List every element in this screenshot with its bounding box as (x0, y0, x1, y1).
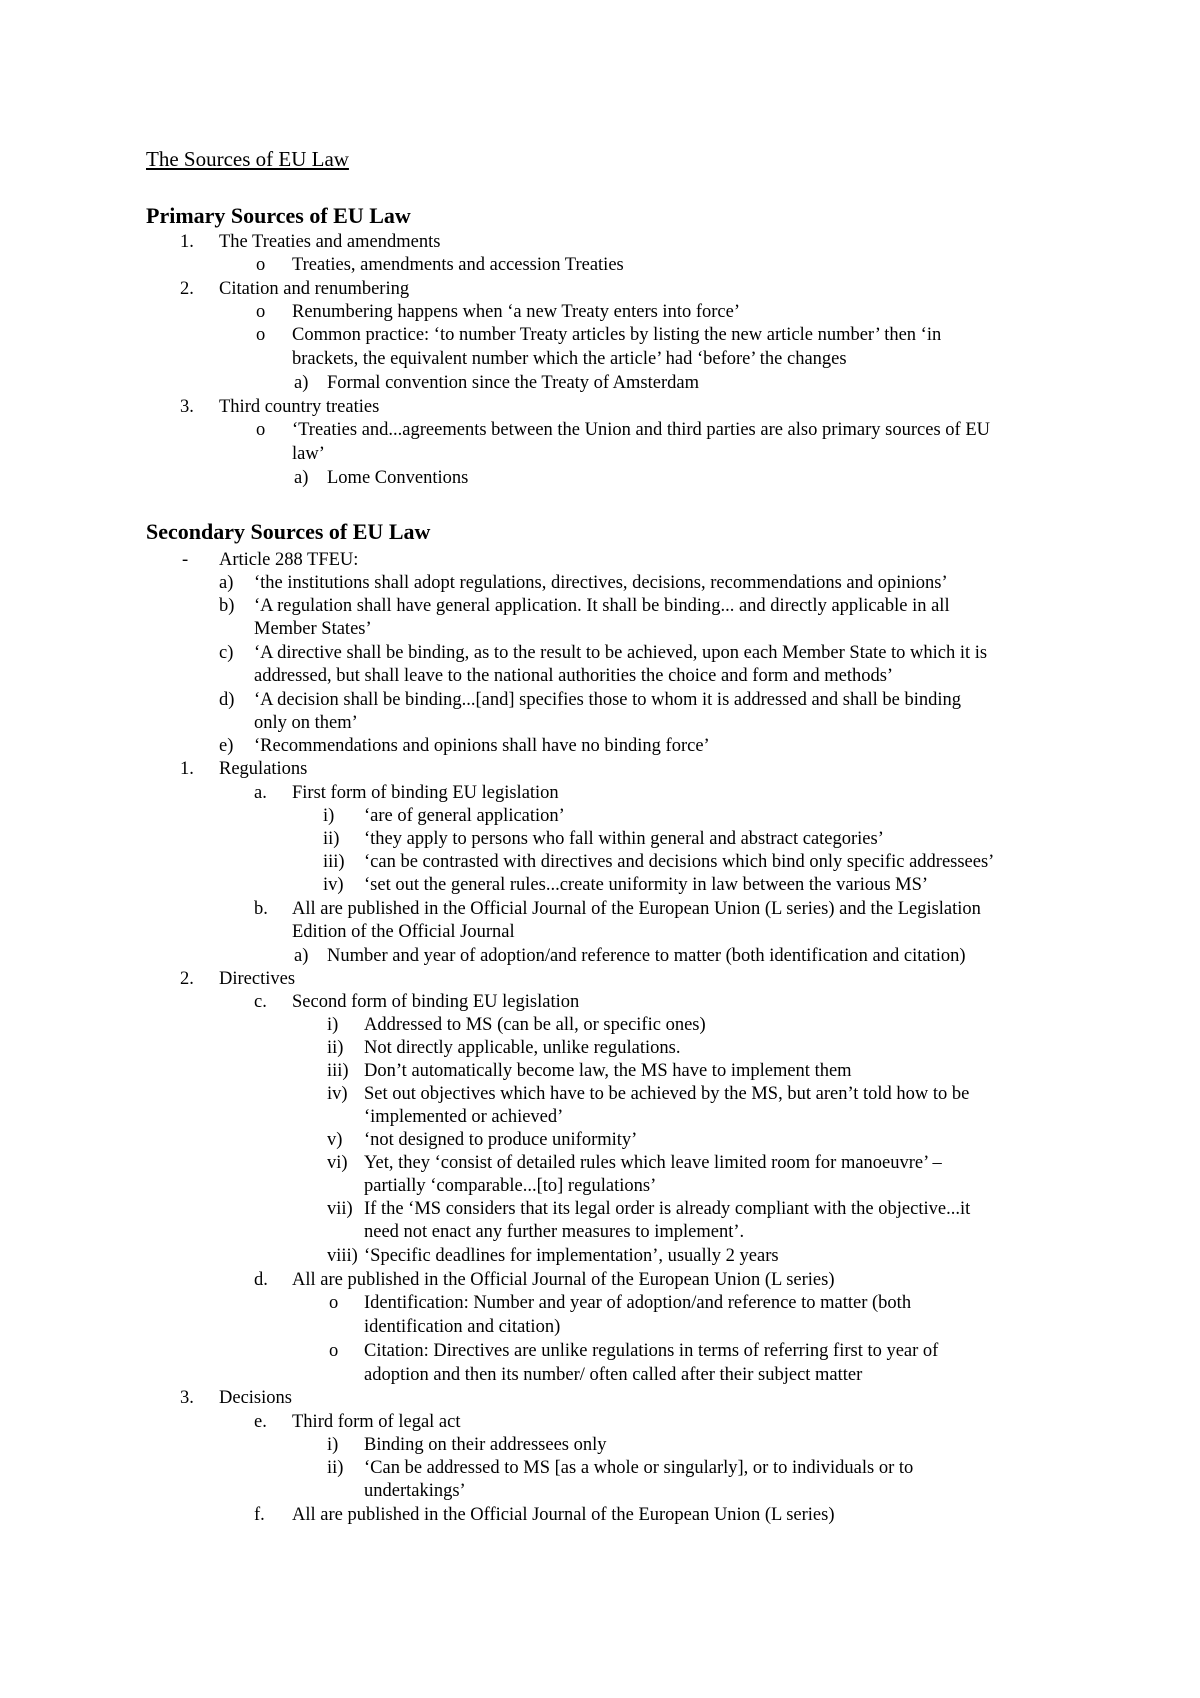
secondary-item-line: addressed, but shall leave to the national authorities the choice and form and methods’ (254, 666, 894, 686)
secondary-item-line: ‘A regulation shall have general application. It shall be binding... and directly applicable in all (254, 596, 950, 616)
secondary-item-marker: i) (323, 806, 335, 826)
secondary-item-line: ‘Specific deadlines for implementation’, usually 2 years (364, 1246, 779, 1266)
secondary-item-marker: a) (294, 946, 309, 966)
secondary-item-line: undertakings’ (364, 1481, 466, 1501)
primary-item-line: Renumbering happens when ‘a new Treaty enters into force’ (292, 302, 740, 322)
secondary-item-line: Citation: Directives are unlike regulations in terms of referring first to year of (364, 1341, 939, 1361)
primary-item-line: Common practice: ‘to number Treaty articles by listing the new article number’ then ‘in (292, 325, 942, 345)
primary-heading: Primary Sources of EU Law (146, 203, 411, 228)
secondary-item-marker: a) (219, 573, 234, 593)
secondary-item-line: partially ‘comparable...[to] regulations’ (364, 1176, 657, 1196)
primary-item-marker: 1. (180, 232, 194, 252)
secondary-item-line: Member States’ (254, 619, 372, 639)
secondary-item-marker: d) (219, 690, 235, 710)
primary-item-line: law’ (292, 444, 325, 464)
secondary-item-line: Directives (219, 969, 296, 989)
document-title: The Sources of EU Law (146, 147, 349, 171)
secondary-item-line: Second form of binding EU legislation (292, 992, 580, 1012)
secondary-item-marker: i) (327, 1435, 339, 1455)
secondary-item-line: ‘the institutions shall adopt regulations, directives, decisions, recommendations and opinions’ (254, 573, 948, 593)
primary-item-marker: o (256, 255, 266, 275)
secondary-item-line: ‘Recommendations and opinions shall have no binding force’ (254, 736, 710, 756)
secondary-item-line: Third form of legal act (292, 1412, 461, 1432)
primary-item-marker: o (256, 302, 266, 322)
secondary-item-line: Number and year of adoption/and reference to matter (both identification and citation) (327, 946, 966, 966)
secondary-item-marker: o (329, 1341, 339, 1361)
primary-item-marker: a) (294, 373, 309, 393)
secondary-item-marker: c. (254, 992, 267, 1012)
secondary-item-line: adoption and then its number/ often called after their subject matter (364, 1365, 863, 1385)
secondary-item-line: ‘A decision shall be binding...[and] specifies those to whom it is addressed and shall be binding (254, 690, 961, 710)
secondary-item-line: Set out objectives which have to be achieved by the MS, but aren’t told how to be (364, 1084, 970, 1104)
secondary-item-line: Identification: Number and year of adoption/and reference to matter (both (364, 1293, 912, 1313)
secondary-item-line: need not enact any further measures to implement’. (364, 1222, 745, 1242)
secondary-item-line: Article 288 TFEU: (219, 550, 359, 570)
secondary-item-marker: e. (254, 1412, 267, 1432)
secondary-item-marker: b. (254, 899, 268, 919)
secondary-item-marker: d. (254, 1270, 268, 1290)
secondary-item-marker: 3. (180, 1388, 194, 1408)
secondary-item-line: Regulations (219, 759, 308, 779)
secondary-item-marker: f. (254, 1505, 265, 1525)
secondary-item-marker: 2. (180, 969, 194, 989)
primary-item-line: brackets, the equivalent number which the article’ had ‘before’ the changes (292, 349, 847, 369)
secondary-item-line: Edition of the Official Journal (292, 922, 515, 942)
secondary-item-marker: iii) (327, 1061, 349, 1081)
secondary-item-line: ‘are of general application’ (364, 806, 565, 826)
primary-item-marker: 3. (180, 397, 194, 417)
primary-item-line: The Treaties and amendments (219, 232, 441, 252)
primary-item-marker: o (256, 420, 266, 440)
secondary-item-marker: e) (219, 736, 234, 756)
secondary-item-marker: iii) (323, 852, 345, 872)
secondary-item-line: ‘not designed to produce uniformity’ (364, 1130, 638, 1150)
secondary-item-line: ‘A directive shall be binding, as to the result to be achieved, upon each Member State to which it is (254, 643, 988, 663)
secondary-item-marker: iv) (323, 875, 344, 895)
secondary-item-marker: v) (327, 1130, 343, 1150)
secondary-item-marker: ii) (327, 1038, 344, 1058)
secondary-item-line: Binding on their addressees only (364, 1435, 607, 1455)
secondary-item-line: only on them’ (254, 713, 358, 733)
secondary-item-line: Yet, they ‘consist of detailed rules which leave limited room for manoeuvre’ – (364, 1153, 942, 1173)
secondary-item-line: First form of binding EU legislation (292, 783, 559, 803)
secondary-item-line: ‘set out the general rules...create uniformity in law between the various MS’ (364, 875, 929, 895)
secondary-item-marker: c) (219, 643, 234, 663)
secondary-item-marker: - (182, 550, 189, 570)
primary-item-line: Treaties, amendments and accession Treaties (292, 255, 624, 275)
secondary-item-line: ‘can be contrasted with directives and decisions which bind only specific addressees’ (364, 852, 995, 872)
secondary-item-marker: viii) (327, 1246, 358, 1266)
secondary-item-marker: i) (327, 1015, 339, 1035)
secondary-item-line: Decisions (219, 1388, 292, 1408)
primary-item-line: Third country treaties (219, 397, 380, 417)
secondary-item-marker: vii) (327, 1199, 353, 1219)
secondary-item-line: ‘implemented or achieved’ (364, 1107, 564, 1127)
secondary-item-line: All are published in the Official Journal of the European Union (L series) (292, 1270, 835, 1290)
secondary-item-line: Addressed to MS (can be all, or specific ones) (364, 1015, 706, 1035)
secondary-item-marker: ii) (323, 829, 340, 849)
secondary-item-marker: iv) (327, 1084, 348, 1104)
primary-item-marker: a) (294, 468, 309, 488)
secondary-item-line: identification and citation) (364, 1317, 561, 1337)
primary-item-marker: o (256, 325, 266, 345)
secondary-item-line: ‘Can be addressed to MS [as a whole or singularly], or to individuals or to (364, 1458, 914, 1478)
secondary-item-line: If the ‘MS considers that its legal order is already compliant with the objective...it (364, 1199, 971, 1219)
secondary-item-marker: ii) (327, 1458, 344, 1478)
primary-item-line: Citation and renumbering (219, 279, 410, 299)
primary-item-line: Formal convention since the Treaty of Amsterdam (327, 373, 699, 393)
secondary-item-line: All are published in the Official Journal of the European Union (L series) (292, 1505, 835, 1525)
secondary-item-marker: a. (254, 783, 267, 803)
secondary-heading: Secondary Sources of EU Law (146, 519, 431, 544)
secondary-item-line: Not directly applicable, unlike regulations. (364, 1038, 681, 1058)
primary-item-line: ‘Treaties and...agreements between the Union and third parties are also primary sources of EU (292, 420, 990, 440)
secondary-item-line: All are published in the Official Journal of the European Union (L series) and the Legislation (292, 899, 981, 919)
primary-item-line: Lome Conventions (327, 468, 469, 488)
secondary-item-marker: b) (219, 596, 235, 616)
secondary-item-line: Don’t automatically become law, the MS have to implement them (364, 1061, 852, 1081)
secondary-item-marker: o (329, 1293, 339, 1313)
primary-item-marker: 2. (180, 279, 194, 299)
secondary-item-line: ‘they apply to persons who fall within general and abstract categories’ (364, 829, 884, 849)
secondary-item-marker: vi) (327, 1153, 348, 1173)
secondary-item-marker: 1. (180, 759, 194, 779)
